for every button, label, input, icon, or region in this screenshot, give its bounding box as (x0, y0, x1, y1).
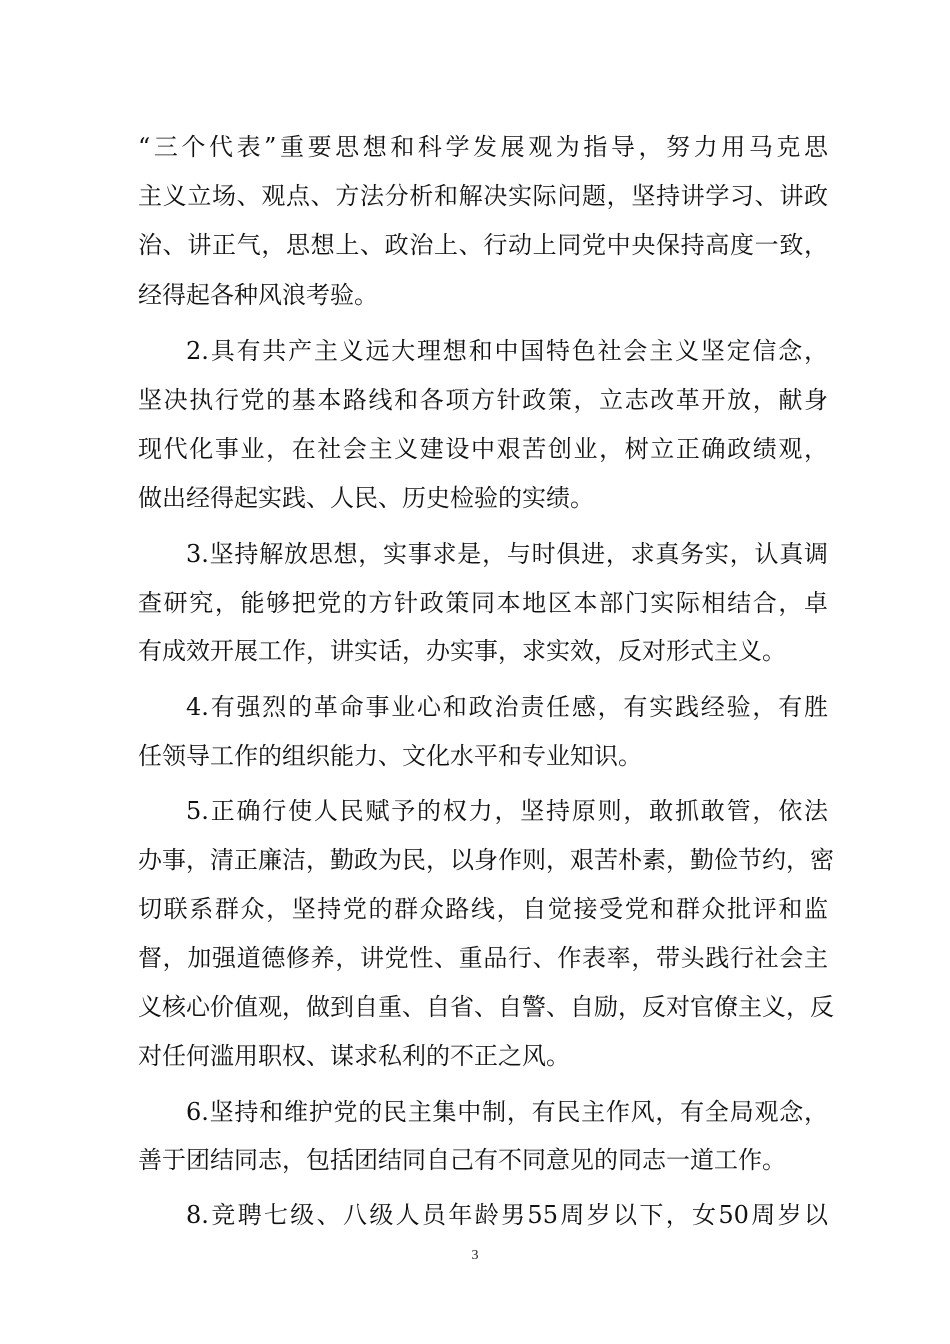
text-line: 义核心价值观，做到自重、自省、自警、自励，反对官僚主义，反 (138, 993, 834, 1021)
text-line: 主义立场、观点、方法分析和解决实际问题，坚持讲学习、讲政 (138, 182, 828, 210)
paragraph-2-start: 2.具有共产主义远大理想和中国特色社会主义坚定信念， (186, 337, 828, 365)
text-line: “三个代表”重要思想和科学发展观为指导，努力用马克思 (138, 133, 828, 161)
text-line: 有成效开展工作，讲实话，办实事，求实效，反对形式主义。 (138, 637, 786, 665)
paragraph-5-start: 5.正确行使人民赋予的权力，坚持原则，敢抓敢管，依法 (186, 797, 828, 825)
text-line: 督，加强道德修养，讲党性、重品行、作表率，带头践行社会主 (138, 944, 828, 972)
text-line: 对任何滥用职权、谋求私利的不正之风。 (138, 1042, 570, 1070)
paragraph-8-start: 8.竞聘七级、八级人员年龄男55周岁以下，女50周岁以 (186, 1201, 828, 1229)
paragraph-4-start: 4.有强烈的革命事业心和政治责任感，有实践经验，有胜 (186, 693, 828, 721)
text-line: 切联系群众，坚持党的群众路线，自觉接受党和群众批评和监 (138, 895, 828, 923)
page-number: 3 (471, 1248, 479, 1263)
text-line: 做出经得起实践、人民、历史检验的实绩。 (138, 484, 594, 512)
text-line: 查研究，能够把党的方针政策同本地区本部门实际相结合，卓 (138, 589, 828, 617)
text-line: 现代化事业，在社会主义建设中艰苦创业，树立正确政绩观， (138, 435, 828, 463)
text-line: 办事，清正廉洁，勤政为民，以身作则，艰苦朴素，勤俭节约，密 (138, 846, 834, 874)
paragraph-6-start: 6.坚持和维护党的民主集中制，有民主作风，有全局观念， (186, 1098, 828, 1126)
paragraph-3-start: 3.坚持解放思想，实事求是，与时俱进，求真务实，认真调 (186, 540, 828, 568)
text-line: 任领导工作的组织能力、文化水平和专业知识。 (138, 742, 642, 770)
text-line: 治、讲正气，思想上、政治上、行动上同党中央保持高度一致， (138, 231, 828, 259)
text-line: 坚决执行党的基本路线和各项方针政策，立志改革开放，献身 (138, 386, 828, 414)
text-line: 经得起各种风浪考验。 (138, 281, 378, 309)
text-line: 善于团结同志，包括团结同自己有不同意见的同志一道工作。 (138, 1146, 786, 1174)
